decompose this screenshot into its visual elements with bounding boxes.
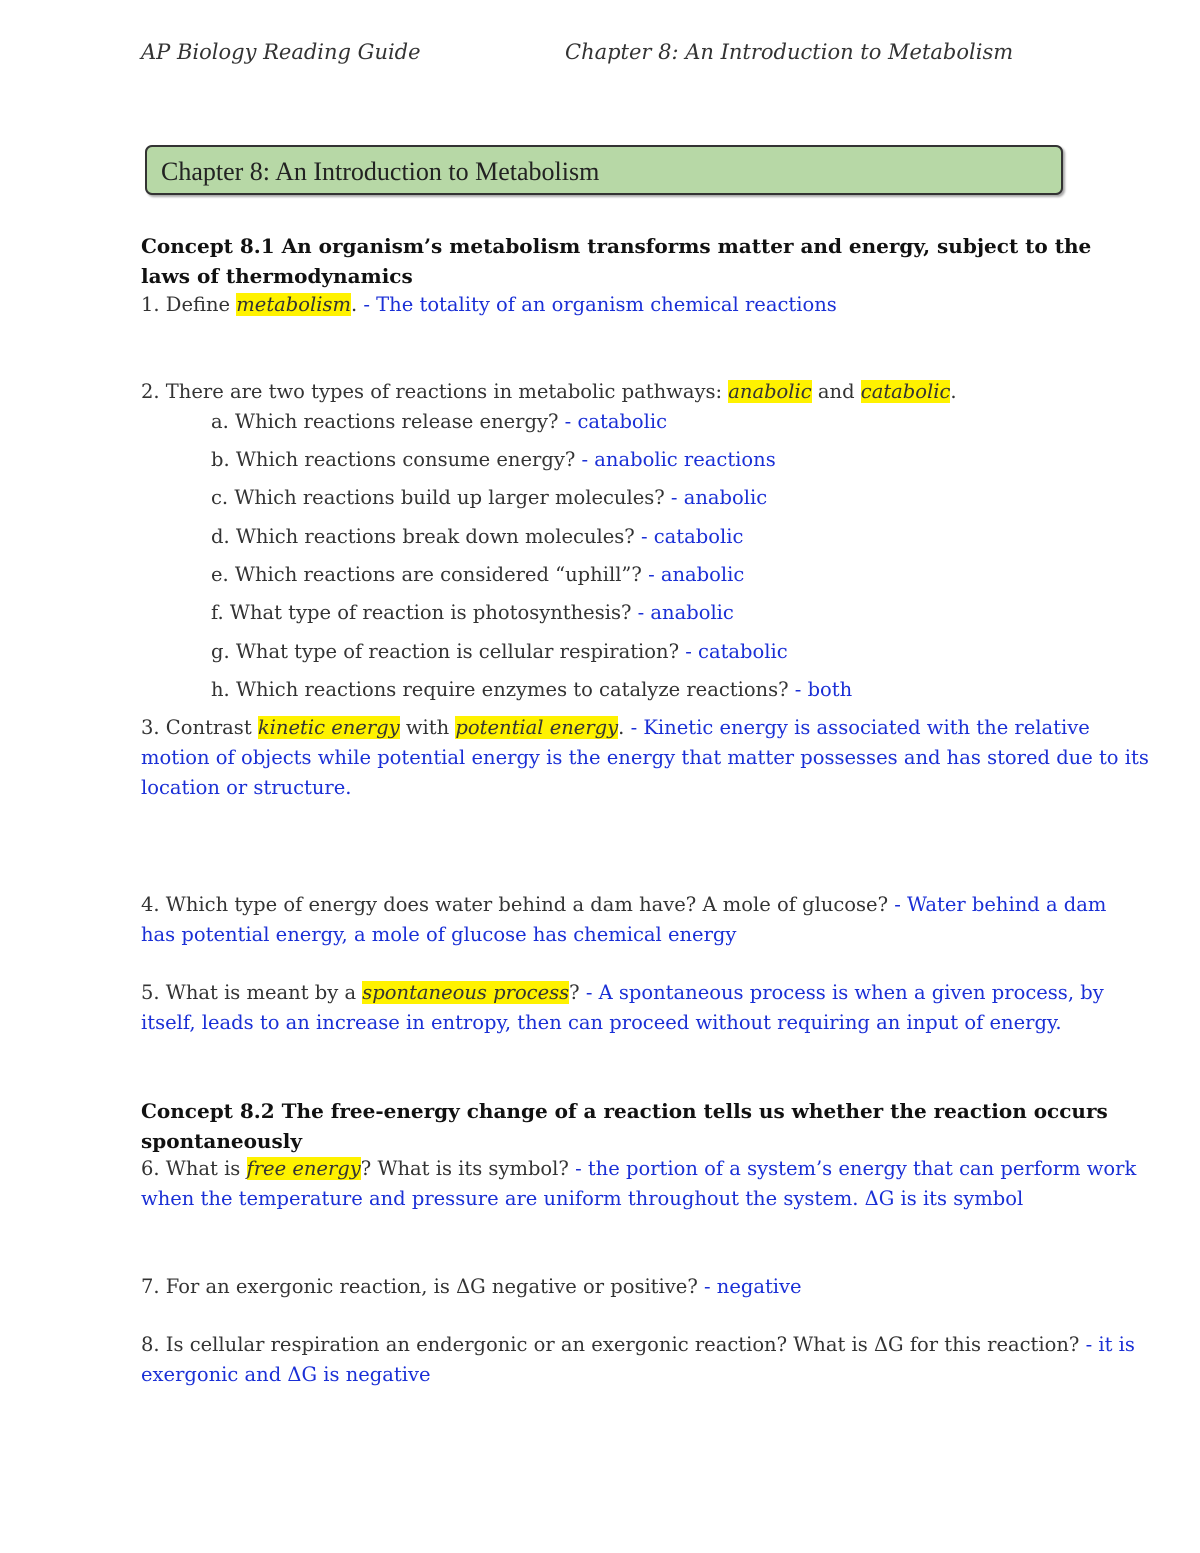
q3-term1-highlight: kinetic energy xyxy=(257,716,400,739)
q2-item xyxy=(211,445,776,475)
q8-question: 8. Is cellular respiration an endergonic or an exergonic reaction? What is ΔG for this reaction? xyxy=(141,1333,1086,1356)
q2-item-question: f. What type of reaction is photosynthesis? xyxy=(211,601,638,624)
q3-answer-line1: - Kinetic energy is associated with the relative xyxy=(630,716,1090,739)
header-right: Chapter 8: An Introduction to Metabolism xyxy=(565,40,1014,64)
q2-prefix: 2. There are two types of reactions in metabolic pathways: xyxy=(141,380,729,403)
concept-8-2-heading-line1: Concept 8.2 The free-energy change of a reaction tells us whether the reaction occurs xyxy=(141,1099,1108,1123)
q5-prefix: 5. What is meant by a xyxy=(141,981,363,1004)
chapter-title-box xyxy=(145,145,1063,195)
q8-answer-line2: exergonic and ΔG is negative xyxy=(141,1363,431,1386)
question-1 xyxy=(141,290,837,320)
question-7 xyxy=(141,1272,802,1302)
q5-term-highlight: spontaneous process xyxy=(362,981,570,1004)
concept-8-1-heading-line1: Concept 8.1 An organism’s metabolism transforms matter and energy, subject to the xyxy=(141,234,1092,258)
q2-item-question: d. Which reactions break down molecules? xyxy=(211,525,641,548)
q4-answer-line2: has potential energy, a mole of glucose has chemical energy xyxy=(141,923,737,946)
q2-item xyxy=(211,675,852,705)
concept-8-2-heading-line2: spontaneously xyxy=(141,1129,302,1153)
q6-answer-line2: when the temperature and pressure are uniform throughout the system. ΔG is its symbol xyxy=(141,1187,1024,1210)
q5-answer-line2: itself, leads to an increase in entropy, then can proceed without requiring an input of energy. xyxy=(141,1011,1062,1034)
q3-answer-line3: location or structure. xyxy=(141,776,352,799)
q2-item-answer: - anabolic xyxy=(648,563,745,586)
question-6 xyxy=(141,1154,1136,1184)
q2-item-answer: - catabolic xyxy=(564,410,668,433)
question-5 xyxy=(141,978,1104,1008)
q2-item xyxy=(211,560,744,590)
question-3 xyxy=(141,713,1090,743)
q4-question: 4. Which type of energy does water behind a dam have? A mole of glucose? xyxy=(141,893,895,916)
q2-item-answer: - anabolic xyxy=(637,601,734,624)
q8-answer-line1: - it is xyxy=(1085,1333,1135,1356)
q2-item xyxy=(211,522,743,552)
q2-item-question: b. Which reactions consume energy? xyxy=(211,448,582,471)
q7-question: 7. For an exergonic reaction, is ΔG negative or positive? xyxy=(141,1275,704,1298)
q4-answer-line1: - Water behind a dam xyxy=(894,893,1107,916)
q3-term2-highlight: potential energy xyxy=(455,716,619,739)
q2-item-question: g. What type of reaction is cellular respiration? xyxy=(211,640,686,663)
question-8 xyxy=(141,1330,1135,1360)
q5-answer-line1: - A spontaneous process is when a given process, by xyxy=(585,981,1104,1004)
q2-item-answer: - catabolic xyxy=(640,525,744,548)
q2-item xyxy=(211,598,734,628)
concept-8-1-heading-line2: laws of thermodynamics xyxy=(141,264,413,288)
q2-item-answer: - catabolic xyxy=(685,640,788,663)
q3-mid: with xyxy=(399,716,456,739)
q3-suffix: . xyxy=(618,716,631,739)
q6-term-highlight: free energy xyxy=(246,1157,361,1180)
q2-item-question: e. Which reactions are considered “uphill”? xyxy=(211,563,649,586)
q7-answer: - negative xyxy=(703,1275,802,1298)
q2-term2-highlight: catabolic xyxy=(860,380,951,403)
header-left: AP Biology Reading Guide xyxy=(141,40,421,64)
q2-item xyxy=(211,637,788,667)
q6-answer-line1: - the portion of a system’s energy that can perform work xyxy=(575,1157,1137,1180)
q1-prefix: 1. Define xyxy=(141,293,237,316)
q2-item-question: c. Which reactions build up larger molecules? xyxy=(211,486,671,509)
q6-suffix: ? What is its symbol? xyxy=(360,1157,576,1180)
q2-mid: and xyxy=(811,380,861,403)
chapter-title: Chapter 8: An Introduction to Metabolism xyxy=(161,157,600,186)
q1-term-highlight: metabolism xyxy=(236,293,351,316)
q2-term1-highlight: anabolic xyxy=(728,380,812,403)
q2-item-answer: - anabolic xyxy=(670,486,768,509)
question-4 xyxy=(141,890,1106,920)
q2-item-question: a. Which reactions release energy? xyxy=(211,410,565,433)
q2-item-answer: - both xyxy=(794,678,853,701)
q3-prefix: 3. Contrast xyxy=(141,716,258,739)
q2-item-question: h. Which reactions require enzymes to catalyze reactions? xyxy=(211,678,795,701)
question-2 xyxy=(141,377,957,407)
q3-answer-line2: motion of objects while potential energy is the energy that matter possesses and has stored due to its xyxy=(141,746,1149,769)
q1-suffix: . xyxy=(350,293,364,316)
q2-item xyxy=(211,407,667,437)
q5-suffix: ? xyxy=(569,981,586,1004)
q6-prefix: 6. What is xyxy=(141,1157,247,1180)
q2-item-answer: - anabolic reactions xyxy=(581,448,776,471)
q2-item xyxy=(211,483,767,513)
q1-answer: - The totality of an organism chemical reactions xyxy=(363,293,837,316)
q2-suffix: . xyxy=(950,380,957,403)
